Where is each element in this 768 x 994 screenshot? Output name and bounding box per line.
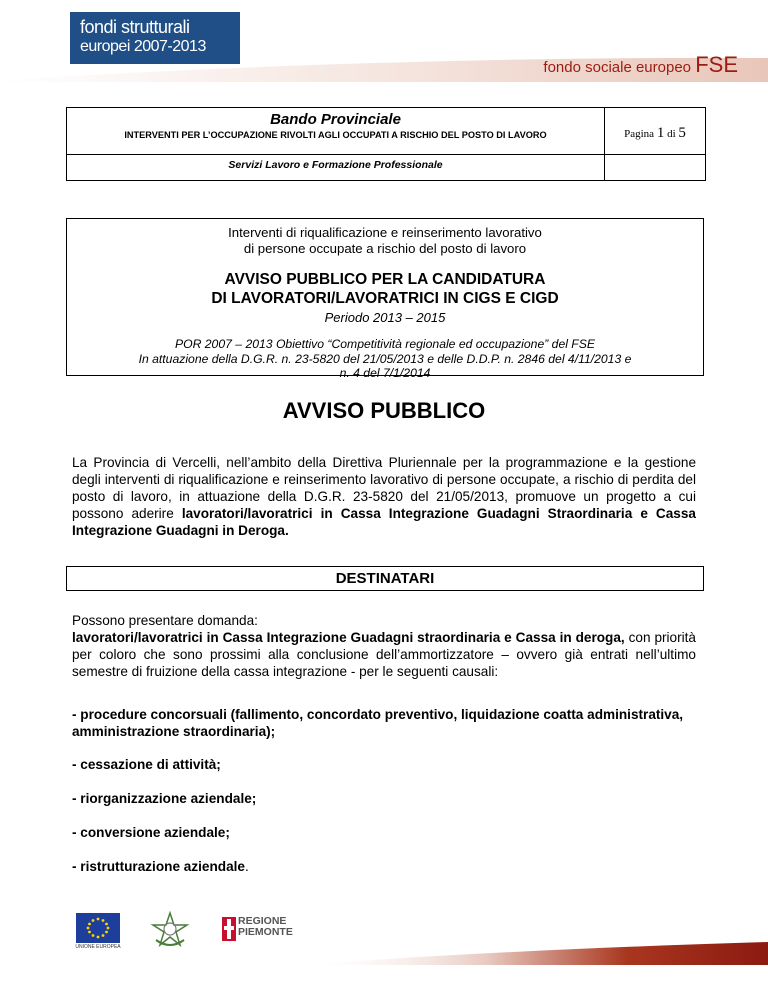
- bando-title: Bando Provinciale: [270, 111, 401, 128]
- bando-subtitle: INTERVENTI PER L’OCCUPAZIONE RIVOLTI AGLI OCCUPATI A RISCHIO DEL POSTO DI LAVORO: [124, 130, 547, 140]
- box-period: Periodo 2013 – 2015: [324, 310, 446, 325]
- header-table: [66, 107, 706, 181]
- box-por-1: POR 2007 – 2013 Obiettivo “Competitività regionale ed occupazione” del FSE: [174, 337, 596, 351]
- list-item: - riorganizzazione aziendale;: [72, 791, 257, 806]
- box-line-2: di persone occupate a rischio del posto di lavoro: [243, 241, 527, 256]
- logo-line-1: fondi strutturali: [80, 17, 190, 37]
- destinatari-paragraph: lavoratori/lavoratrici in Cassa Integrazione Guadagni straordinaria e Cassa in deroga, con priorità per coloro che sono prossimi alla conclusione dell’ammortizzatore – ovvero già entrati nell’ultimo semestre di fruizione della cassa integrazione - per le seguenti causali:: [72, 630, 696, 679]
- avviso-summary-box: [66, 218, 704, 380]
- page-title: AVVISO PUBBLICO: [282, 398, 486, 423]
- list-item: - ristrutturazione aziendale.: [72, 859, 249, 874]
- eu-flag-icon: [76, 913, 120, 943]
- list-item: - conversione aziendale;: [72, 825, 230, 840]
- fse-label-big: FSE: [695, 52, 738, 77]
- regione-piemonte-name: REGIONE PIEMONTE: [238, 915, 293, 938]
- destinatari-heading: DESTINATARI: [66, 566, 704, 591]
- fse-label-small: fondo sociale europeo: [543, 59, 692, 76]
- box-por-3: n. 4 del 7/1/2014: [339, 366, 431, 380]
- destinatari-intro: Possono presentare domanda:: [72, 613, 258, 628]
- fse-label: [543, 52, 738, 78]
- eu-label: UNIONE EUROPEA: [75, 944, 121, 950]
- list-item: - cessazione di attività;: [72, 757, 221, 772]
- box-line-1: Interventi di riqualificazione e reinserimento lavorativo: [228, 225, 542, 240]
- service-name: Servizi Lavoro e Formazione Professionale: [228, 159, 443, 171]
- list-item: - procedure concorsuali (fallimento, concordato preventivo, liquidazione coatta administrativa, amministrazione straordinaria);: [72, 707, 684, 739]
- intro-paragraph: La Provincia di Vercelli, nell’ambito della Direttiva Pluriennale per la programmazione e la gestione degli interventi di riqualificazione e reinserimento lavorativo di persone occupate, a rischio di perdita del posto di lavoro, in attuazione della D.G.R. 23-5820 del 21/05/2013, promuove un progetto a cui possono aderire lavoratori/lavoratrici in Cassa Integrazione Guadagni Straordinaria e Cassa Integrazione Guadagni in Deroga.: [72, 455, 696, 538]
- box-por-2: In attuazione della D.G.R. n. 23-5820 del 21/05/2013 e delle D.D.P. n. 2846 del 4/11/2013 e: [138, 351, 632, 366]
- page-indicator: Pagina 1 di 5: [624, 125, 686, 141]
- box-bold-1: AVVISO PUBBLICO PER LA CANDIDATURA: [224, 271, 546, 288]
- italian-republic-emblem-icon: [150, 910, 190, 948]
- logo-line-2: europei 2007-2013: [80, 38, 206, 55]
- box-bold-2: DI LAVORATORI/LAVORATRICI IN CIGS E CIGD: [211, 290, 559, 307]
